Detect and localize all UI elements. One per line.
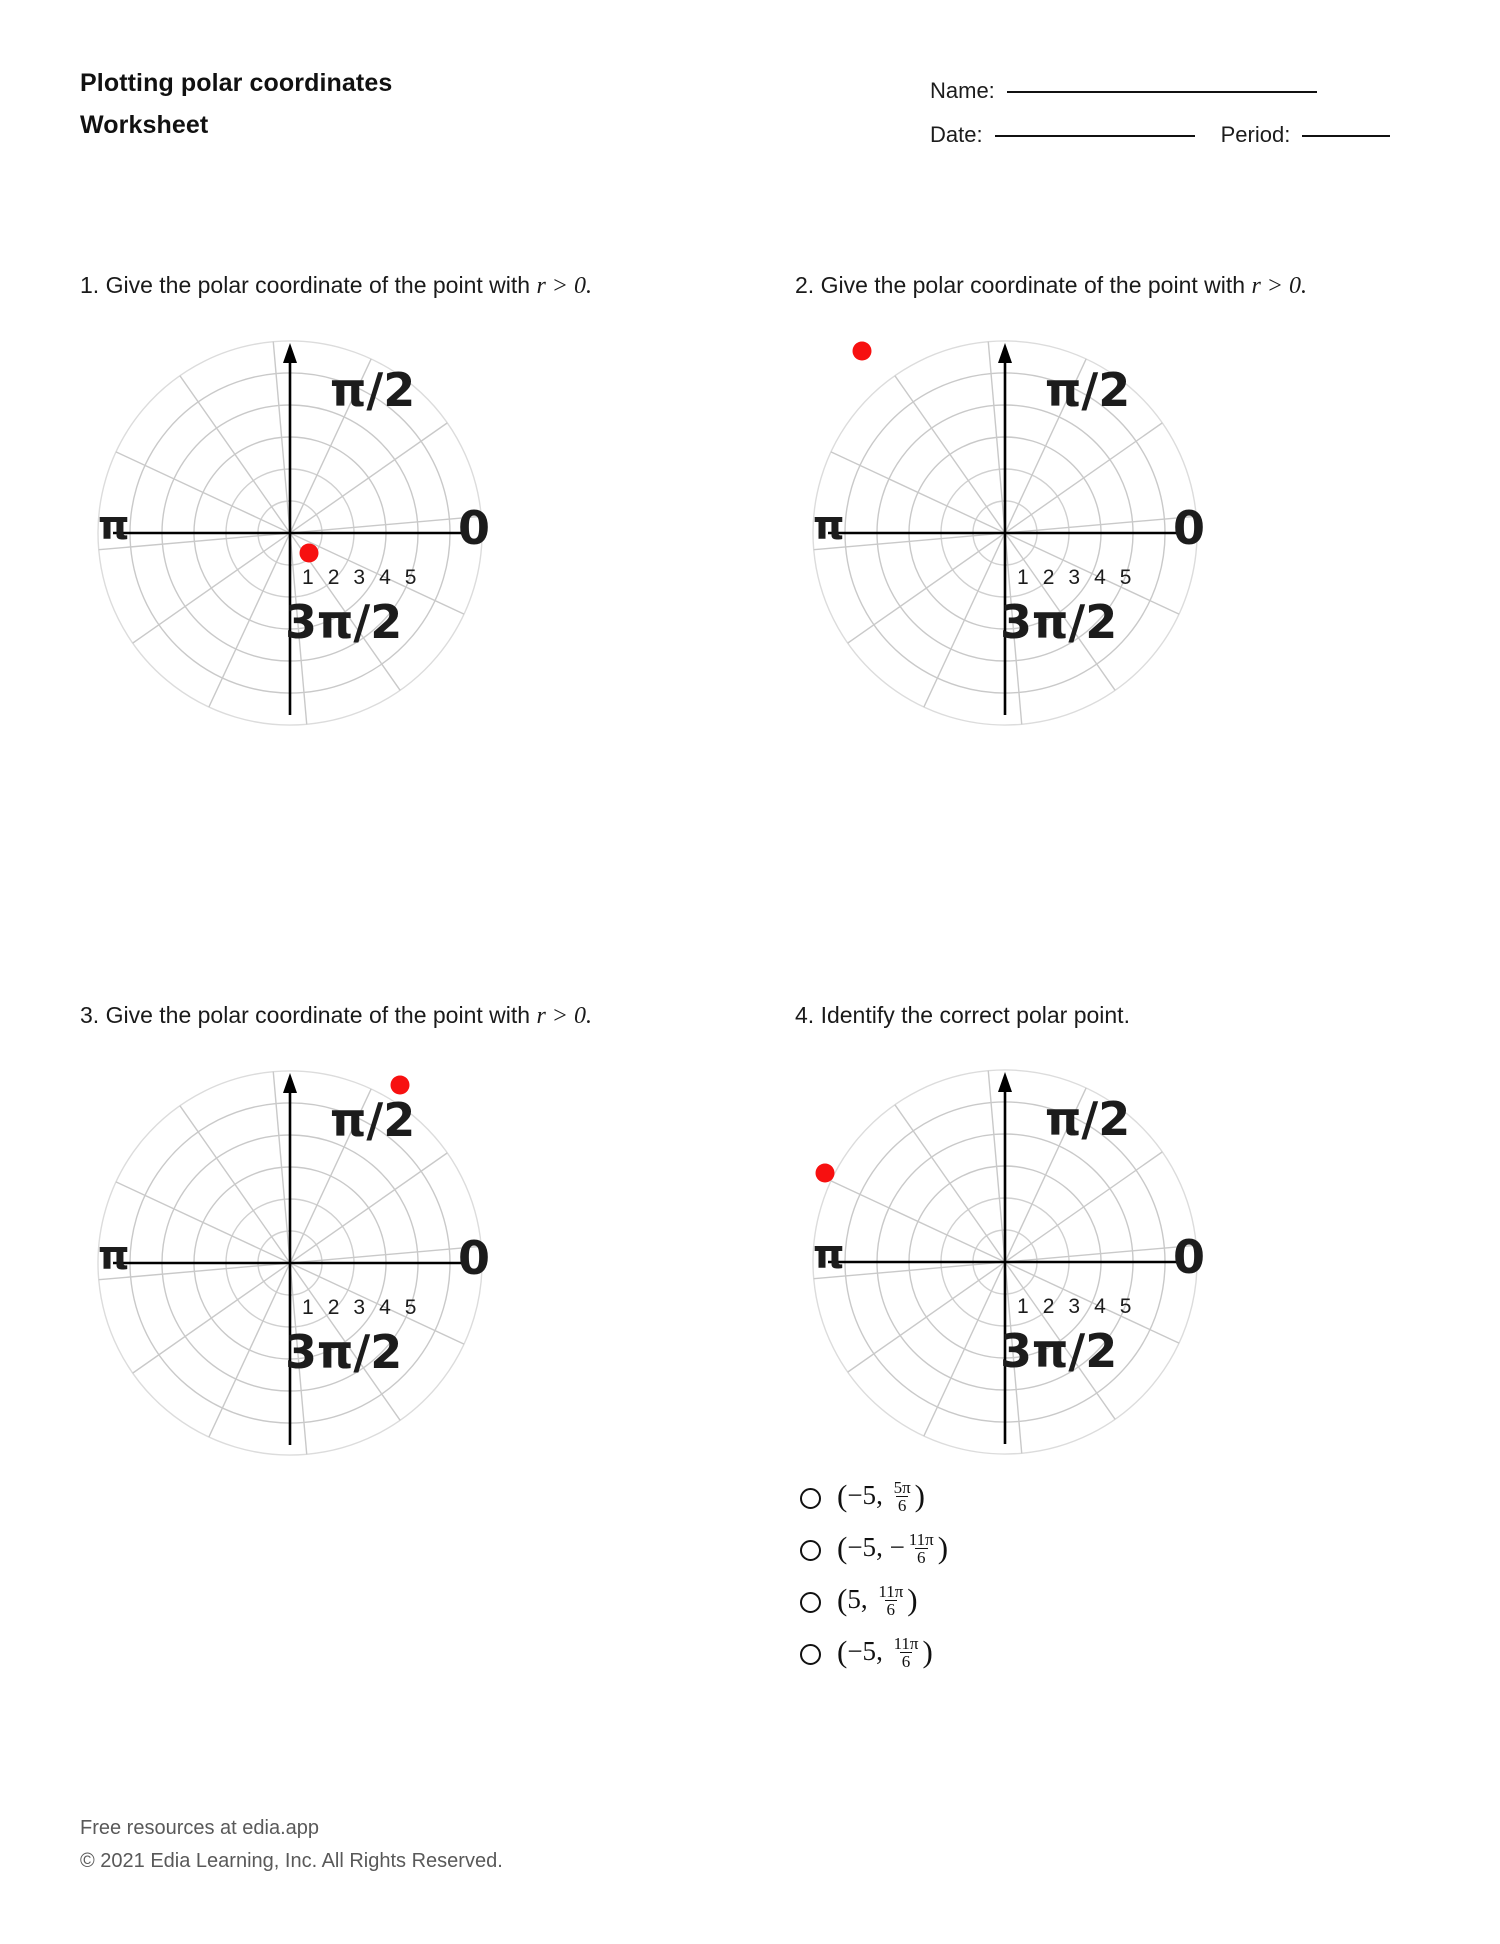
question-3-math: r > 0.	[536, 1003, 592, 1029]
question-1-text: Give the polar coordinate of the point with	[105, 272, 531, 298]
polar-plot-3	[80, 1053, 500, 1473]
axis-label-zero-4: 0	[1173, 1230, 1206, 1284]
polar-grid-svg-3	[80, 1053, 500, 1473]
polar-grid-svg-1	[80, 323, 500, 743]
page-footer	[80, 1812, 503, 1878]
axis-label-half-pi-2: π/2	[1045, 363, 1131, 417]
polar-point-marker-2	[853, 342, 872, 361]
radio-button-icon[interactable]	[800, 1540, 821, 1561]
radial-tick-labels-3: 12345	[302, 1296, 431, 1319]
polar-grid-svg-4	[795, 1052, 1215, 1472]
question-2-math: r > 0.	[1251, 273, 1307, 299]
answer-choice-4-label: (−5, $\frac{11\pi}{6}$ )	[837, 1634, 933, 1671]
axis-label-half-pi-3: π/2	[330, 1093, 416, 1147]
axis-label-three-half-pi-3: 3π/2	[285, 1325, 403, 1379]
axis-label-zero-1: 0	[458, 501, 491, 555]
question-3-text: Give the polar coordinate of the point with	[105, 1002, 531, 1028]
answer-choice-1[interactable]	[800, 1472, 948, 1524]
radio-button-icon[interactable]	[800, 1488, 821, 1509]
answer-choice-list	[800, 1472, 948, 1680]
question-2	[795, 270, 1307, 743]
question-3	[80, 1000, 592, 1473]
axis-label-half-pi-4: π/2	[1045, 1092, 1131, 1146]
axis-label-pi-1: π	[98, 503, 130, 549]
worksheet-subtitle: Worksheet	[80, 111, 209, 139]
radial-tick-labels-1: 12345	[302, 566, 431, 589]
axis-label-half-pi-1: π/2	[330, 363, 416, 417]
question-1-prompt	[80, 270, 592, 301]
question-4-number: 4.	[795, 1002, 815, 1028]
question-1-number: 1.	[80, 272, 100, 298]
axis-label-pi-2: π	[813, 503, 845, 549]
question-3-prompt	[80, 1000, 592, 1031]
axis-label-zero-2: 0	[1173, 501, 1206, 555]
answer-choice-4[interactable]	[800, 1628, 948, 1680]
radio-button-icon[interactable]	[800, 1592, 821, 1613]
radial-tick-labels-2: 12345	[1017, 566, 1146, 589]
polar-point-marker-4	[816, 1164, 835, 1183]
title-block	[80, 62, 392, 146]
date-input-line[interactable]	[995, 135, 1195, 137]
radial-tick-labels-4: 12345	[1017, 1295, 1146, 1318]
polar-point-marker-1	[300, 544, 319, 563]
axis-label-three-half-pi-2: 3π/2	[1000, 595, 1118, 649]
question-2-prompt	[795, 270, 1307, 301]
answer-choice-2-label: (−5, − $\frac{11\pi}{6}$ )	[837, 1530, 949, 1567]
polar-plot-4	[795, 1052, 1215, 1472]
question-2-text: Give the polar coordinate of the point with	[820, 272, 1246, 298]
answer-choice-2[interactable]	[800, 1524, 948, 1576]
answer-choice-3-label: (5, $\frac{11\pi}{6}$ )	[837, 1582, 918, 1619]
axis-label-three-half-pi-4: 3π/2	[1000, 1324, 1118, 1378]
answer-choice-3[interactable]	[800, 1576, 948, 1628]
answer-choice-1-label: (−5, $\frac{5\pi}{6}$ )	[837, 1478, 925, 1515]
date-period-field-row	[930, 122, 1430, 166]
axis-label-three-half-pi-1: 3π/2	[285, 595, 403, 649]
footer-resources-text: Free resources at edia.app	[80, 1817, 320, 1839]
polar-grid-svg-2	[795, 323, 1215, 743]
question-3-number: 3.	[80, 1002, 100, 1028]
radio-button-icon[interactable]	[800, 1644, 821, 1665]
name-input-line[interactable]	[1007, 91, 1317, 93]
question-4	[795, 1000, 1215, 1472]
worksheet-title: Plotting polar coordinates	[80, 69, 393, 97]
name-field-row	[930, 78, 1430, 122]
axis-label-pi-3: π	[98, 1233, 130, 1279]
page-header	[0, 0, 1500, 180]
polar-plot-2	[795, 323, 1215, 743]
axis-label-pi-4: π	[813, 1232, 845, 1278]
polar-plot-1	[80, 323, 500, 743]
footer-copyright-text: © 2021 Edia Learning, Inc. All Rights Reserved.	[80, 1850, 503, 1872]
question-4-prompt	[795, 1000, 1215, 1030]
question-1	[80, 270, 592, 743]
student-fields	[930, 78, 1430, 166]
date-label: Date:	[930, 122, 983, 147]
name-label: Name:	[930, 78, 995, 103]
axis-label-zero-3: 0	[458, 1231, 491, 1285]
question-2-number: 2.	[795, 272, 815, 298]
question-4-text: Identify the correct polar point.	[820, 1002, 1130, 1028]
period-label: Period:	[1220, 122, 1291, 147]
period-input-line[interactable]	[1302, 135, 1390, 137]
polar-point-marker-3	[391, 1076, 410, 1095]
question-1-math: r > 0.	[536, 273, 592, 299]
